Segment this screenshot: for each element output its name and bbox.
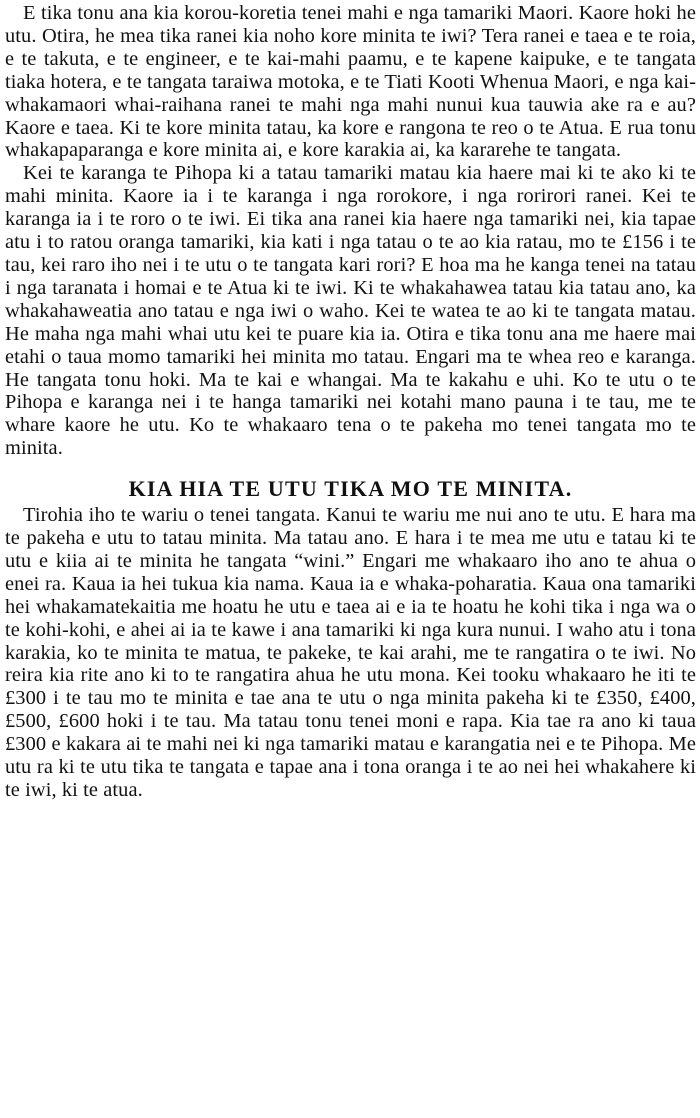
paragraph-wariu-minita: Tirohia iho te wariu o tenei tangata. Kanui te wariu me nui ano te utu. E hara ma te pakeha e utu to tatau minita. Ma tatau ano. E hara i te mea me utu e tatau ki te utu e kiia ai te minita he tangata “wini.” Engari me whakaaro iho ano te ahua o enei ra. Kaua ia hei tukua kia nama. Kaua ia e whaka-poharatia. Kaua ona tamariki hei whakamatekaitia me hoatu he utu e taea ai e ia te hoatu he kohi tika i nga wa o te kohi-kohi, e ahei ai ia te kawe i ana tamariki ki nga kura nunui. I waho atu i tona karakia, ko te minita te matua, te pakeke, te kai arahi, me te rangatira o te iwi. No reira kia rite ano ki to te rangatira ahua he utu mona. Kei tooku whakaaro he iti te £300 i te tau mo te minita e tae ana te utu o nga minita pakeha ki te £350, £400, £500, £600 hoki i te tau. Ma tatau tonu tenei moni e rapa. Kia tae ra ano ki taua £300 e kakara ai te mahi nei ki nga tamariki matau e karangatia nei e te Pihopa. Me utu ra ki te utu tika te tangata e tapae ana i tona oranga i te ao nei hei whakahere ki te iwi, ki te atua. xyxy=(5,504,696,801)
paragraph-karanga-pihopa: Kei te karanga te Pihopa ki a tatau tamariki matau kia haere mai ki te ako ki te mahi minita. Kaore ia i te karanga i nga rorokore, i nga rorirori ranei. Kei te karanga ia i te roro o te iwi. Ei tika ana ranei kia haere nga tamariki nei, kia tapae atu i to ratou oranga tamariki, kia kati i nga tatau o te ao kia ratau, mo te £156 i te tau, kei raro iho nei i te utu o te tangata kari rori? E hoa ma he kanga tenei na tatau i nga taranata i homai e te Atua ki te iwi. Ki te whakahawea tatau kia tatau ano, ka whakahaweatia ano tatau e nga iwi o waho. Kei te watea te ao ki te tangata matau. He maha nga mahi whai utu kei te puare kia ia. Otira e tika tonu ana me haere mai etahi o taua momo tamariki hei minita mo tatau. Engari ma te whea reo e karanga. He tangata tonu hoki. Ma te kai e whangai. Ma te kakahu e uhi. Ko te utu o te Pihopa e karanga nei i te hanga tamariki nei kotahi mano pauna i te tau, me te whare kaore he utu. Ko te whakaaro tena o te pakeha mo tenei tangata mo te minita. xyxy=(5,162,696,460)
section-heading: KIA HIA TE UTU TIKA MO TE MINITA. xyxy=(128,476,573,502)
paragraph-korou-koretia: E tika tonu ana kia korou-koretia tenei mahi e nga tamariki Maori. Kaore hoki he utu. Otira, he mea tika ranei kia noho kore minita te iwi? Tera ranei e taea e te roia, e te takuta, e te engineer, e te kai-mahi paamu, e te kapene kaipuke, e te tangata tiaka hotera, e te tangata taraiwa motoka, e te Tiati Kooti Whenua Maori, e nga kai-whakamaori whai-raihana ranei te mahi nga mahi nunui kua tauwia ake ra e au? Kaore e taea. Ki te kore minita tatau, ka kore e rangona te reo o te Atua. E rua tonu whakapaparanga e kore minita ai, e kore karakia ai, ka kararehe te tangata. xyxy=(5,2,696,162)
